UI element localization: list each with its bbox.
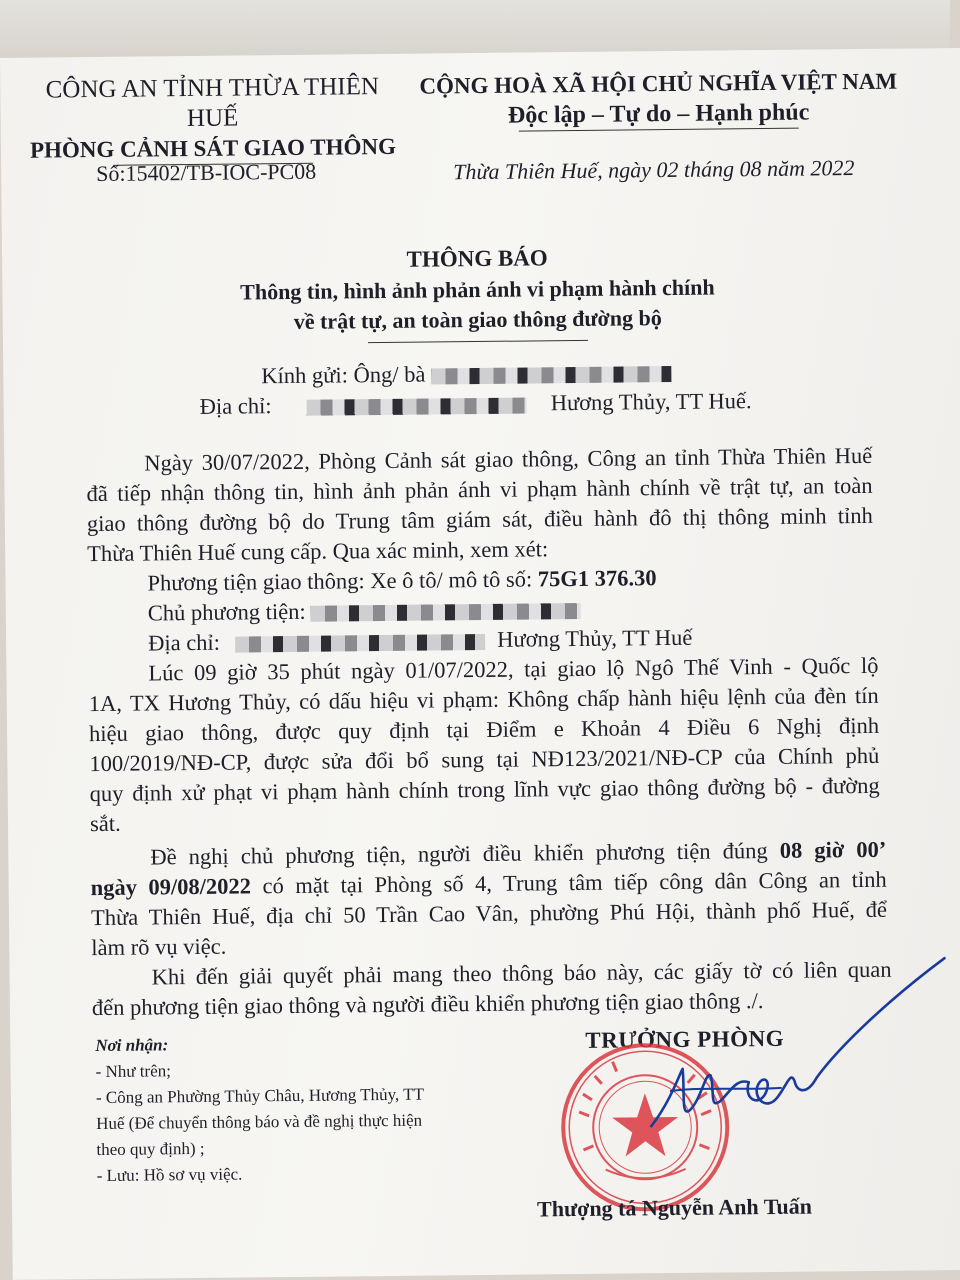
owner-label: Chủ phương tiện: [147,598,306,626]
addressee-greeting: Kính gửi: Ông/ bà [261,361,426,389]
appointment-time: 08 giờ 00’ [779,836,887,863]
recipient-item: Huế (Để chuyển thông báo và đề nghị thực hiện [96,1110,423,1134]
redacted-address [307,397,527,415]
recipient-item: - Lưu: Hồ sơ vụ việc. [96,1164,243,1186]
addressee-address-line [200,386,752,422]
paragraph-2-line: 100/2019/NĐ-CP, được sửa đổi bổ sung tại NĐ123/2021/NĐ-CP của Chính phủ [89,742,880,777]
agency-name: CÔNG AN TỈNH THỪA THIÊN HUẾ [45,73,380,133]
department-name: PHÒNG CẢNH SÁT GIAO THÔNG [29,133,397,163]
vehicle-label: Phương tiện giao thông: Xe ô tô/ mô tô số: [147,566,533,596]
paragraph-3-line: Thừa Thiên Huế, địa chỉ 50 Trần Cao Vân, phường Phú Hội, thành phố Huế, để [90,896,888,931]
recipients-block [95,1029,497,1189]
paragraph-2-line: hiệu giao thông, được quy định tại Điểm e Khoản 4 Điều 6 Nghị định [88,712,880,747]
agency-header [22,72,403,167]
signer-name: Thượng tá Nguyễn Anh Tuấn [536,1193,813,1222]
recipient-item: - Công an Phường Thủy Châu, Hương Thủy, TT [95,1084,425,1108]
document-title: THÔNG BÁO [406,245,548,272]
paragraph-2-line: quy định xử phạt vi phạm hành chính trong lĩnh vực giao thông đường bộ - đường [89,772,880,807]
recipient-item: - Như trên; [95,1061,172,1082]
paragraph-3-text: có mặt tại Phòng số 4, Trung tâm tiếp công dân Công an tỉnh [262,866,887,899]
signer-title: TRƯỞNG PHÒNG [585,1025,785,1053]
owner-line [148,594,582,629]
paragraph-1-line: Thừa Thiên Huế cung cấp. Qua xác minh, xem xét: [87,536,549,567]
paragraph-4-line: đến phương tiện giao thông và người điều khiển phương tiện giao thông ./. [91,988,764,1021]
country-name: CỘNG HOÀ XÃ HỘI CHỦ NGHĨA VIỆT NAM [419,68,898,99]
redacted-owner [311,603,581,622]
paragraph-1-line: đã tiếp nhận thông tin, hình ảnh phản ánh vi phạm hành chính về trật tự, an toàn [86,472,873,507]
addressee-address-label: Địa chỉ: [199,393,272,419]
recipient-item: theo quy định) ; [96,1138,205,1160]
national-motto: Độc lập – Tự do – Hạnh phúc [507,99,810,129]
vehicle-plate: 75G1 376.30 [537,565,657,592]
paragraph-2-line: sắt. [89,810,121,837]
document-number: Số:15402/TB-IOC-PC08 [96,158,317,186]
document-subtitle-2: về trật tự, an toàn giao thông đường bộ [293,305,662,334]
document-title-block [2,238,953,347]
addressee-address-tail: Hương Thủy, TT Huế. [550,388,752,416]
paragraph-3-text: Đề nghị chủ phương tiện, người điều khiển phương tiện đúng [150,838,768,870]
document-subtitle-1: Thông tin, hình ảnh phản ánh vi phạm hành chính [240,274,715,305]
addressee-line [261,357,671,391]
recipients-heading: Nơi nhận: [95,1035,169,1056]
paragraph-2-line: Lúc 09 giờ 35 phút ngày 01/07/2022, tại giao lộ Ngô Thế Vinh - Quốc lộ [148,652,879,686]
document-date: Thừa Thiên Huế, ngày 02 tháng 08 năm 2022 [453,155,855,185]
appointment-date: ngày 09/08/2022 [90,873,252,901]
paragraph-1-line: Ngày 30/07/2022, Phòng Cảnh sát giao thông, Công an tỉnh Thừa Thiên Huế [144,442,873,476]
owner-address-tail: Hương Thủy, TT Huế [497,624,693,652]
handwritten-signature-icon [609,948,951,1152]
owner-address-label: Địa chỉ: [148,629,221,656]
redacted-name [431,366,671,385]
title-underline [368,340,588,343]
paragraph-3-line: làm rõ vụ việc. [91,933,227,961]
paragraph-2-line: 1A, TX Hương Thủy, có dấu hiệu vi phạm: Không chấp hành hiệu lệnh của đèn tín [88,682,879,717]
paragraph-4-line: Khi đến giải quyết phải mang theo thông báo này, các giấy tờ có liên quan [151,956,892,990]
paragraph-1-line: giao thông đường bộ do Trung tâm giám sát, điều hành đô thị thông minh tỉnh [86,502,873,537]
national-header [418,67,899,133]
redacted-owner-address [236,634,486,653]
document-page [0,48,960,1280]
